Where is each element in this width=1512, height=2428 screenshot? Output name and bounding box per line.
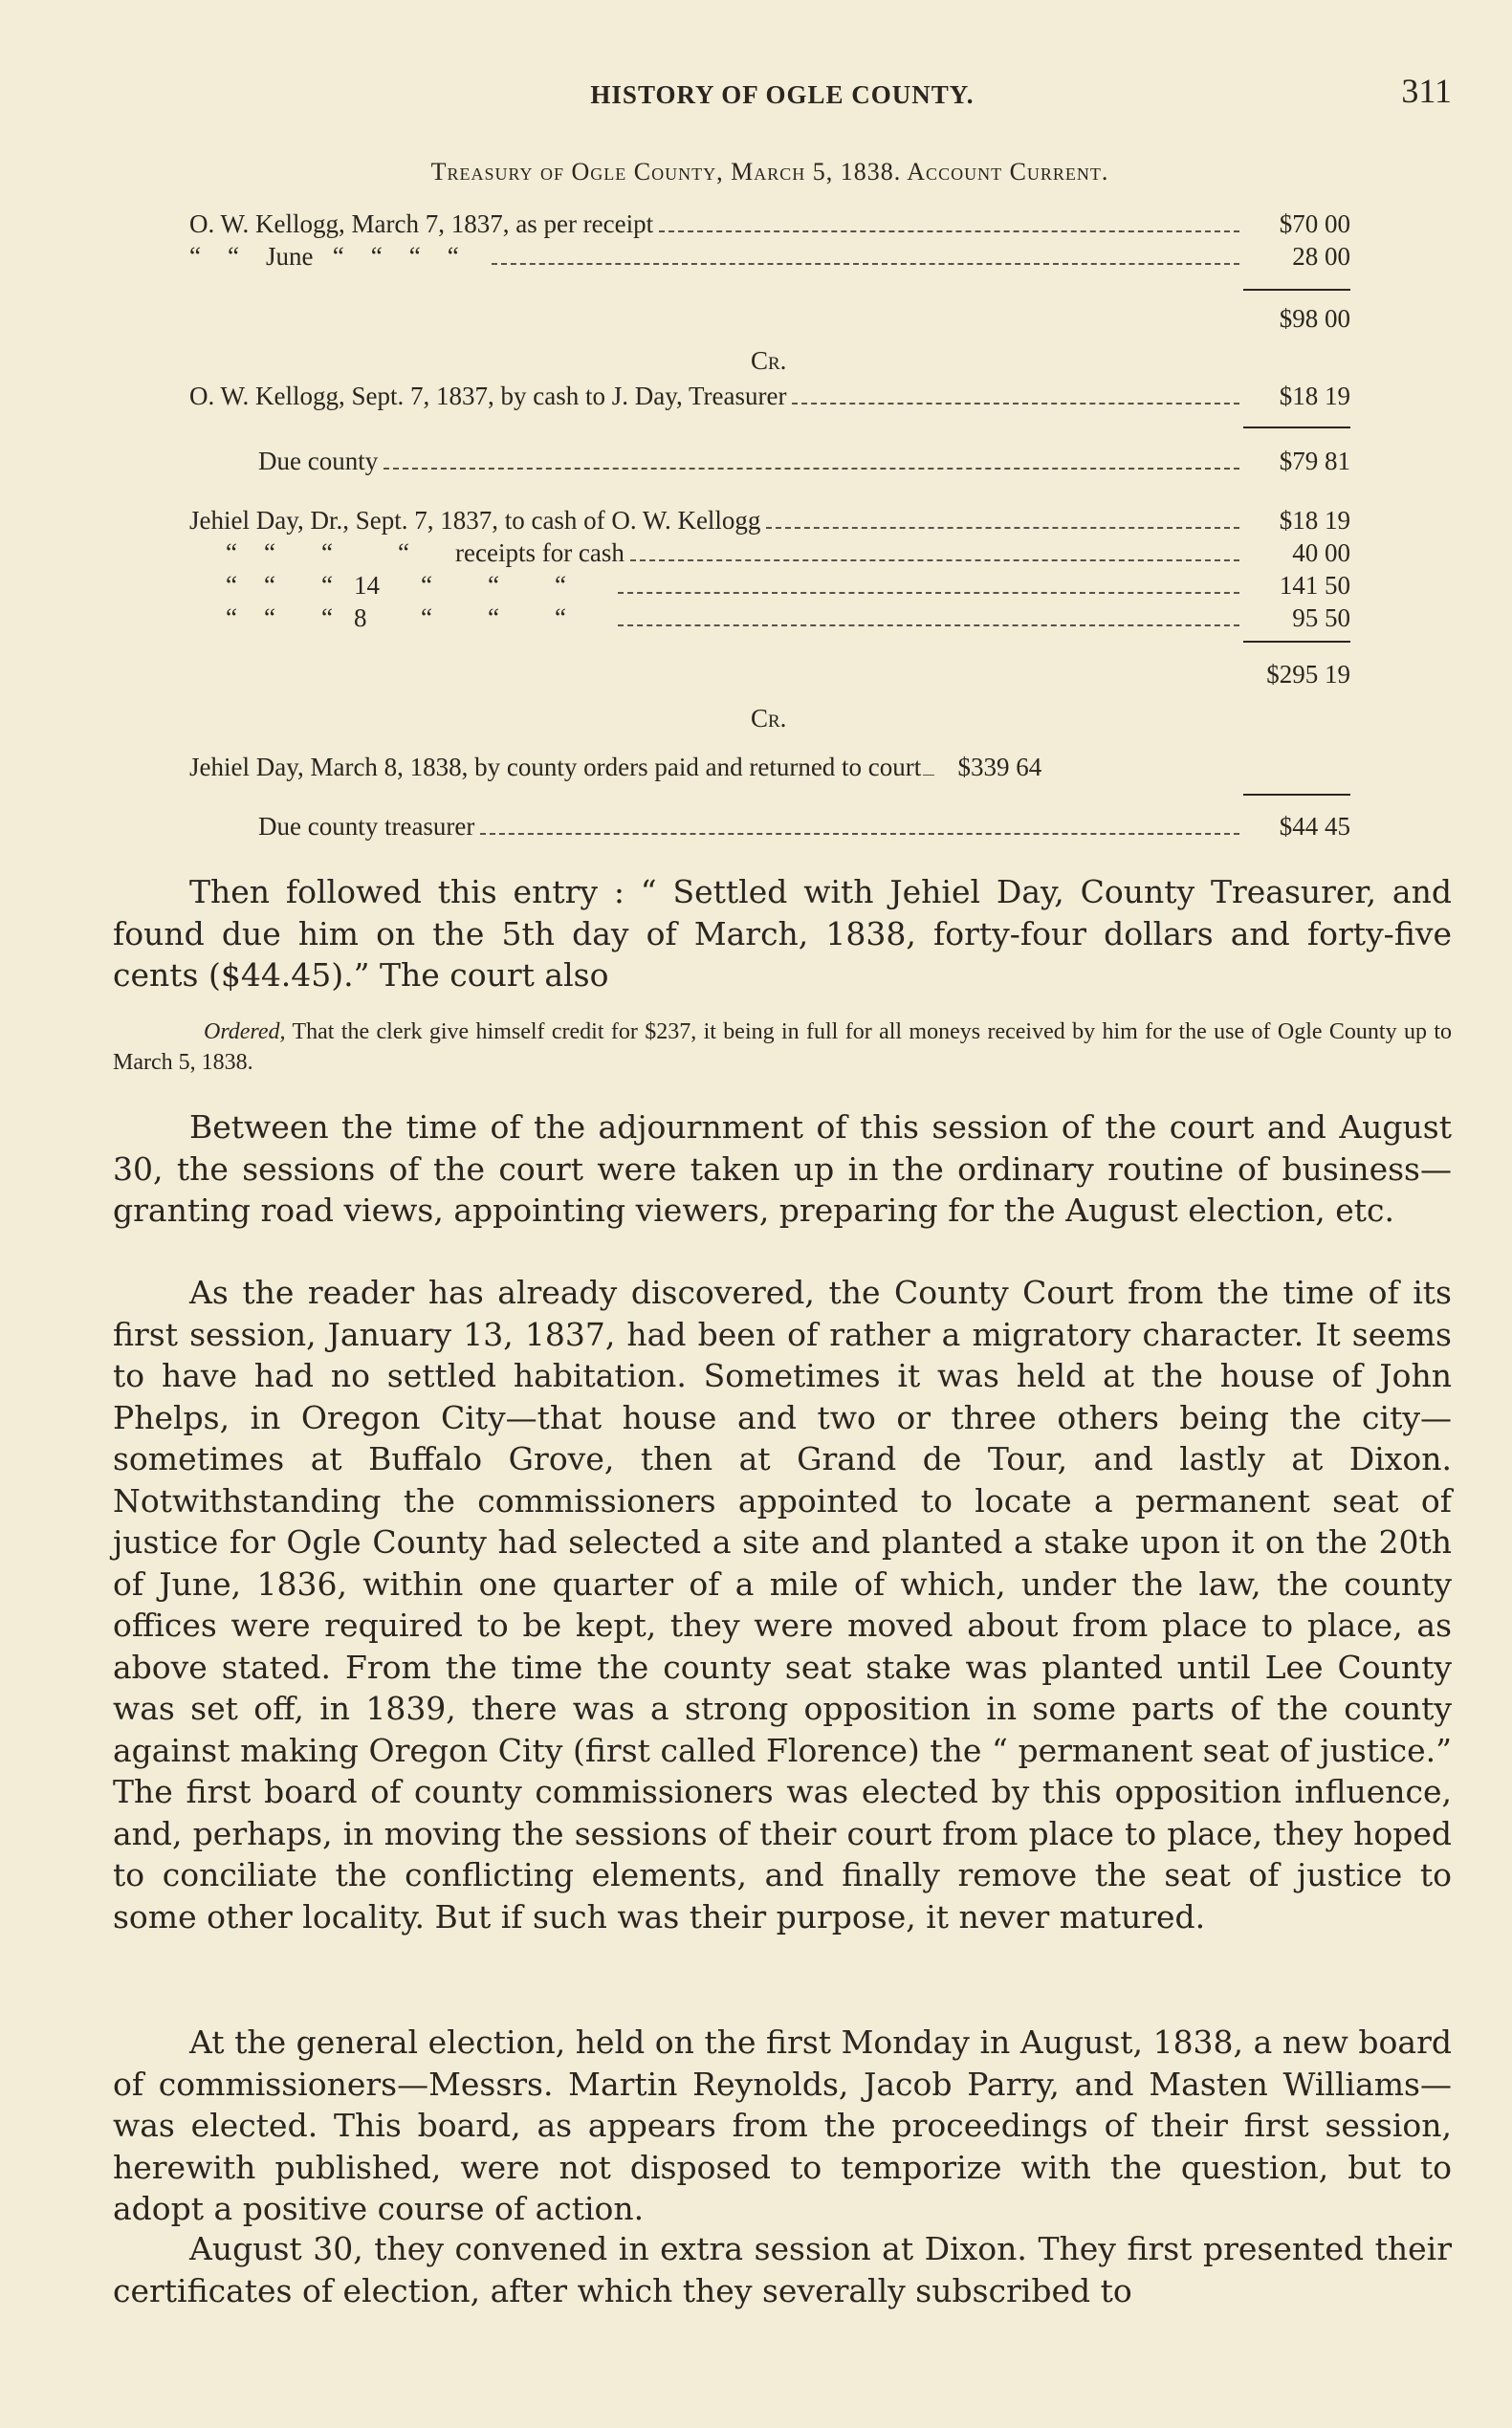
leader-dots xyxy=(923,775,934,776)
entry-amount: $18 19 xyxy=(1279,506,1350,535)
entry-amount: $79 81 xyxy=(1279,447,1350,475)
account-row xyxy=(189,379,1350,411)
sum-rule xyxy=(1243,794,1350,796)
leader-dots xyxy=(480,833,1239,835)
leader-dots xyxy=(618,592,1239,594)
entry-amount: 95 50 xyxy=(1292,603,1350,632)
court-order xyxy=(113,1017,1452,1078)
order-lead: Ordered, xyxy=(204,1019,286,1044)
entry-amount: 141 50 xyxy=(1279,571,1350,600)
ditto-mark: “ xyxy=(189,242,201,271)
ditto-mark: “ xyxy=(321,603,333,632)
account-row xyxy=(189,503,1350,536)
account-row xyxy=(189,601,1350,633)
sum-rule xyxy=(1243,289,1350,291)
running-title: HISTORY OF OGLE COUNTY. xyxy=(590,80,975,109)
ditto-mark: “ xyxy=(447,242,459,271)
entry-description-text: 8 xyxy=(354,603,367,632)
entry-description: O. W. Kellogg, March 7, 1837, as per receipt xyxy=(189,209,654,238)
ditto-mark: “ xyxy=(408,242,421,271)
entry-description: Jehiel Day, Dr., Sept. 7, 1837, to cash of O. W. Kellogg xyxy=(189,506,761,535)
ditto-mark: “ xyxy=(264,603,275,632)
ditto-mark: “ xyxy=(226,571,237,600)
credit-label: Cr. xyxy=(751,346,787,375)
entry-amount: 40 00 xyxy=(1292,538,1350,567)
account-row xyxy=(189,207,1350,239)
entry-description: Jehiel Day, March 8, 1838, by county orders paid and returned to court xyxy=(189,753,922,781)
ditto-mark: “ xyxy=(370,242,383,271)
account-row xyxy=(189,239,1350,272)
leader-dots xyxy=(766,527,1239,529)
ditto-mark: “ xyxy=(264,571,275,600)
ditto-mark: “ xyxy=(226,603,237,632)
account-row xyxy=(189,568,1350,601)
credit-label: Cr. xyxy=(751,704,787,733)
paragraph: Then followed this entry : “ Settled with Jehiel Day, County Treasurer, and found due him on the 5th day of March, 1838, forty-four dollars and forty-five cents ($44.45).” The court also xyxy=(113,873,1452,994)
entry-description: Due county treasurer xyxy=(258,812,475,841)
entry-description xyxy=(189,538,625,568)
account-row xyxy=(258,444,1350,476)
ditto-mark: “ xyxy=(555,603,566,632)
paragraph: Between the time of the adjournment of this session of the court and August 30, the sessions of the court were taken up in the ordinary routine of business—granting road views, appointing viewers, preparing for the August election, etc. xyxy=(113,1108,1452,1229)
paragraph: As the reader has already discovered, the County Court from the time of its first session, January 13, 1837, had been of rather a migratory character. It seems to have had no settled habitation. Sometimes it was held at the house of John Phelps, in Oregon City—that house and two or three others being the city—sometimes at Buffalo Grove, then at Grand de Tour, and lastly at Dixon. Notwithstanding the commissioners appointed to locate a permanent seat of justice for Ogle County had selected a site and planted a stake upon it on the 20th of June, 1836, within one quarter of a mile of which, under the law, the county offices were required to be kept, they were moved about from place to place, as above stated. From the time the county seat stake was planted until Lee County was set off, in 1839, there was a strong opposition in some parts of the county against making Oregon City (first called Florence) the “ permanent seat of justice.” The first board of county commissioners was elected by this opposition influence, and, perhaps, in moving the sessions of their court from place to place, they hoped to conciliate the conflicting elements, and finally remove the seat of justice to some other locality. But if such was their purpose, it never matured. xyxy=(113,1274,1452,1936)
sum-rule xyxy=(1243,427,1350,428)
ditto-mark: “ xyxy=(555,571,566,600)
entry-description-text: receipts for cash xyxy=(455,538,625,567)
account-row xyxy=(258,809,1350,842)
paragraph: At the general election, held on the first Monday in August, 1838, a new board of commissioners—Messrs. Martin Reynolds, Jacob Parry, and Masten Williams—was elected. This board, as appears from the proceedings of their first session, herewith published, were not disposed to temporize with the question, but to adopt a positive course of action. xyxy=(113,2023,1452,2227)
account-row xyxy=(189,536,1350,568)
leader-dots xyxy=(659,230,1239,232)
ditto-mark: “ xyxy=(332,242,344,271)
ditto-mark: “ xyxy=(264,538,275,567)
leader-dots xyxy=(492,263,1239,265)
entry-description-text: June xyxy=(266,242,314,271)
order-text: That the clerk give himself credit for $237, it being in full for all moneys received by him for the use of Ogle County up to March 5, 1838. xyxy=(113,1019,1452,1075)
entry-amount: $44 45 xyxy=(1279,812,1350,841)
ditto-mark: “ xyxy=(321,571,333,600)
leader-dots xyxy=(618,624,1239,626)
leader-dots xyxy=(792,403,1239,405)
ditto-mark: “ xyxy=(488,603,499,632)
ditto-mark: “ xyxy=(226,538,237,567)
leader-dots xyxy=(630,559,1239,561)
entry-description: O. W. Kellogg, Sept. 7, 1837, by cash to J. Day, Treasurer xyxy=(189,382,787,410)
ditto-mark: “ xyxy=(488,571,499,600)
entry-description: Due county xyxy=(258,447,379,475)
entry-amount: $18 19 xyxy=(1279,382,1350,410)
ditto-mark: “ xyxy=(398,538,409,567)
entry-description xyxy=(189,242,486,272)
entry-amount: 28 00 xyxy=(1292,242,1350,271)
ditto-mark: “ xyxy=(321,538,333,567)
page-header xyxy=(113,67,1452,124)
page-number: 311 xyxy=(1401,72,1452,110)
debit-total: $98 00 xyxy=(1279,304,1350,333)
ditto-mark: “ xyxy=(421,603,432,632)
paragraph: August 30, they convened in extra session at Dixon. They first presented their certificates of election, after which they severally subscribed to xyxy=(113,2230,1452,2309)
account-title: Treasury of Ogle County, March 5, 1838. Account Current. xyxy=(430,158,1109,186)
sum-rule xyxy=(1243,641,1350,643)
entry-amount: $339 64 xyxy=(957,753,1042,781)
ditto-mark: “ xyxy=(228,242,239,271)
account-row xyxy=(189,750,1350,782)
entry-description xyxy=(189,603,612,633)
entry-amount: $70 00 xyxy=(1279,209,1350,238)
entry-description-text: 14 xyxy=(354,571,380,600)
entry-description xyxy=(189,571,612,601)
ditto-mark: “ xyxy=(421,571,432,600)
jehiel-total: $295 19 xyxy=(1266,660,1350,689)
leader-dots xyxy=(383,468,1239,470)
